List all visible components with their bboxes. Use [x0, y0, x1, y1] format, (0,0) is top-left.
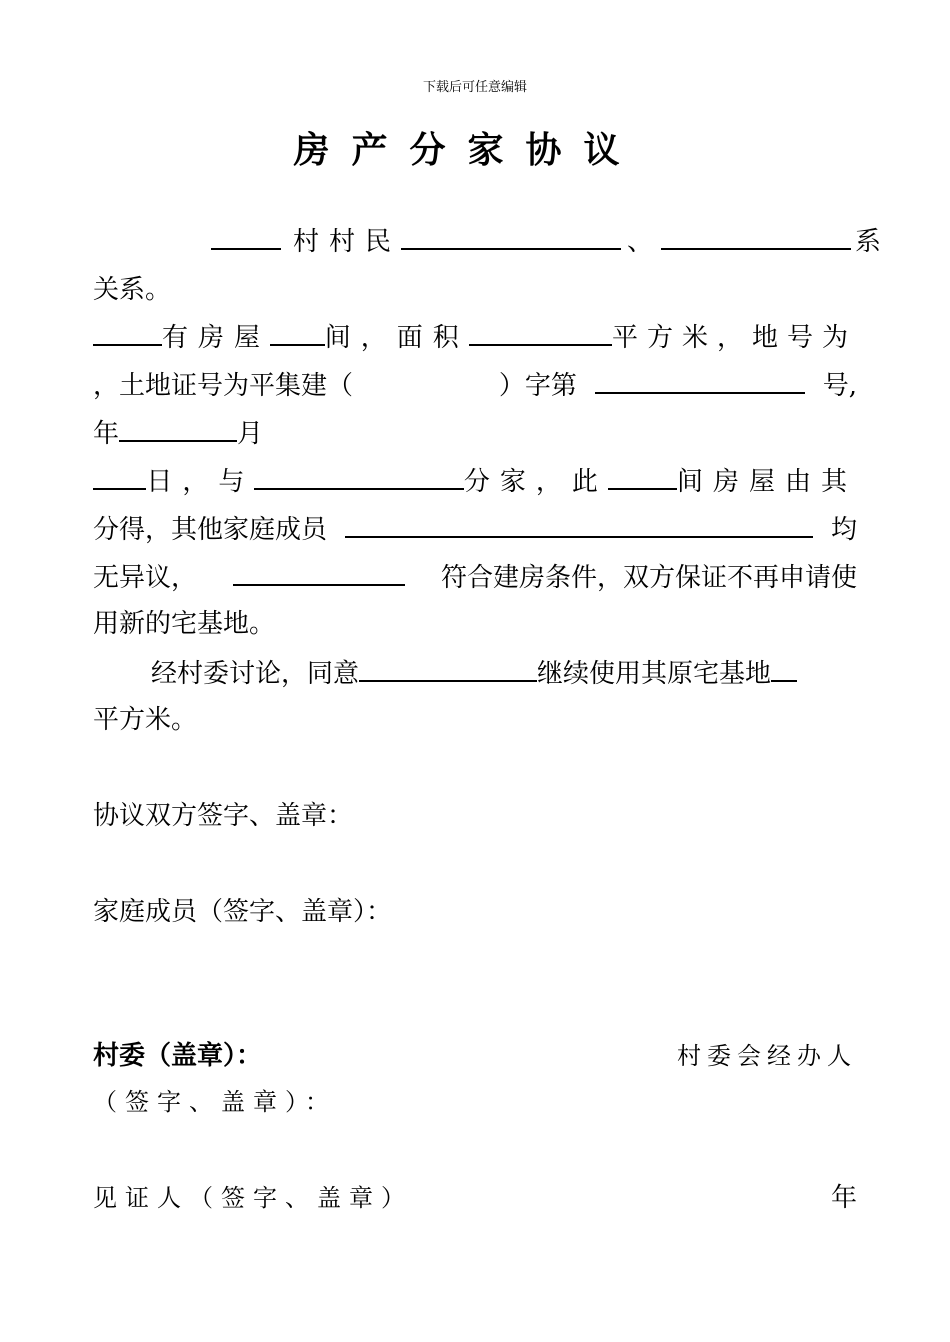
blank-name-2[interactable]	[661, 220, 851, 250]
line-6: 日，与 分家，此 间房屋由其	[93, 460, 857, 500]
blank-with[interactable]	[254, 460, 463, 490]
line-1: 村村民 、 系	[93, 220, 857, 260]
sign-family-label: 家庭成员（签字、盖章）：	[93, 897, 393, 927]
header-note: 下载后可任意编辑	[422, 80, 527, 95]
blank-name-1[interactable]	[401, 220, 621, 250]
line-9: 用新的宅基地。	[93, 609, 276, 639]
line-7: 分得，其他家庭成员 均	[93, 508, 857, 548]
officer-sign-label: （签字、盖章）：	[93, 1088, 337, 1116]
blank-land-area[interactable]	[771, 652, 797, 682]
line-10: 经村委讨论，同意 继续使用其原宅基地	[93, 652, 857, 692]
blank-rooms[interactable]	[270, 316, 325, 346]
line-5: 年 月	[93, 412, 857, 452]
blank-approved-person[interactable]	[359, 652, 537, 682]
line-4: ，土地证号为平集建（ ）字第 号,	[93, 364, 857, 404]
blank-family-members[interactable]	[345, 508, 813, 538]
blank-qualified[interactable]	[233, 556, 405, 586]
blank-cert-no[interactable]	[595, 364, 805, 394]
village-seal-line: 村委（盖章）： 村委会经办人	[93, 1041, 857, 1071]
line-3: 有房屋 间，面积 平方米，地号为	[93, 316, 857, 356]
blank-village[interactable]	[211, 220, 281, 250]
blank-area[interactable]	[469, 316, 612, 346]
blank-room-count[interactable]	[608, 460, 677, 490]
line-8: 无异议， 符合建房条件，双方保证不再申请使	[93, 556, 857, 596]
sign-both-label: 协议双方签字、盖章：	[93, 801, 354, 831]
line-11: 平方米。	[93, 705, 198, 735]
blank-owner[interactable]	[93, 316, 162, 346]
blank-month[interactable]	[119, 412, 237, 442]
document-title: 房产分家协议	[293, 130, 642, 171]
blank-day[interactable]	[93, 460, 146, 490]
line-2: 关系。	[93, 275, 172, 305]
witness-line: 见证人（签字、盖章） 年	[93, 1183, 857, 1213]
